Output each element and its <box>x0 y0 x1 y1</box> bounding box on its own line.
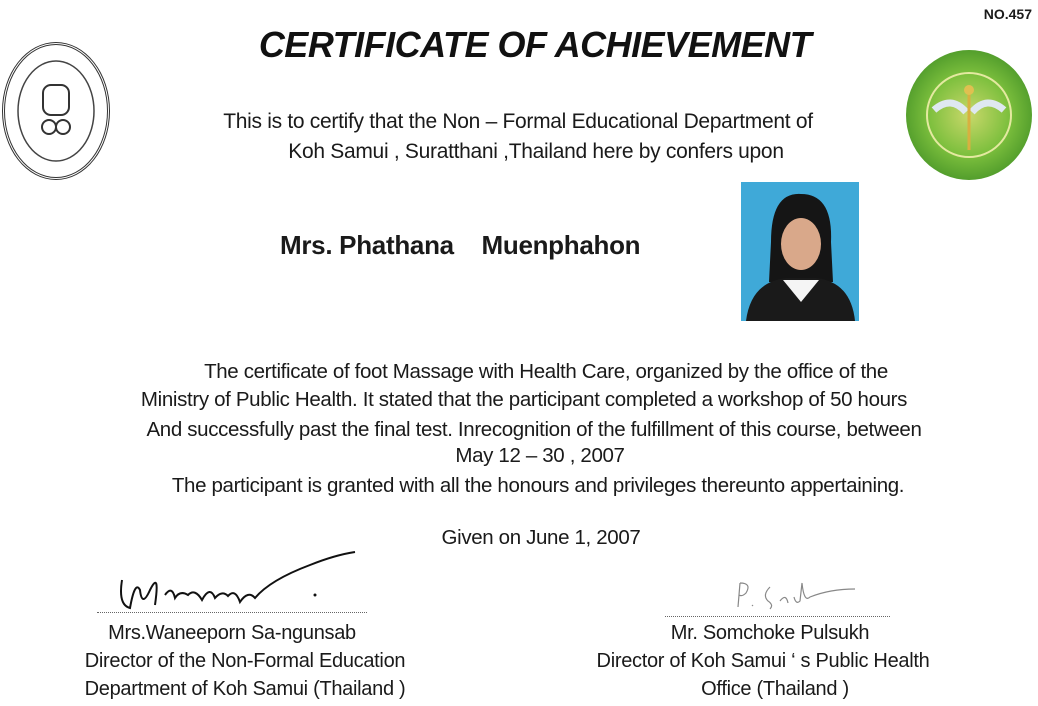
recipient-name: Mrs. Phathana Muenphahon <box>280 230 641 260</box>
signature-waneeporn <box>110 550 370 615</box>
body-line-1: The certificate of foot Massage with Health Care, organized by the office of the <box>204 360 888 383</box>
signatory-right-title-1: Director of Koh Samui ‘ s Public Health <box>596 650 930 672</box>
signatory-left-title-1: Director of the Non-Formal Education <box>84 650 406 672</box>
signatory-left-name: Mrs.Waneeporn Sa-ngunsab <box>108 622 356 644</box>
signature-somchoke <box>730 575 870 615</box>
certificate-title: CERTIFICATE OF ACHIEVEMENT <box>258 24 812 65</box>
body-line-3: And successfully past the final test. Inrecognition of the fulfillment of this course, between <box>146 418 922 441</box>
intro-line-1: This is to certify that the Non – Formal Educational Department of <box>223 110 813 133</box>
intro-line-2: Koh Samui , Suratthani ,Thailand here by confers upon <box>288 140 784 163</box>
body-line-2: Ministry of Public Health. It stated that the participant completed a workshop of 50 hours <box>140 388 908 411</box>
signatory-right-title-2: Office (Thailand ) <box>701 678 849 700</box>
body-line-5: The participant is granted with all the honours and privileges thereunto appertaining. <box>171 474 905 497</box>
portrait-icon <box>741 182 859 321</box>
signature-line-right <box>665 616 890 617</box>
certificate-number: NO.457 <box>983 6 1032 22</box>
signatory-left-title-2: Department of Koh Samui (Thailand ) <box>84 678 406 700</box>
given-on-date: Given on June 1, 2007 <box>441 526 641 549</box>
caduceus-emblem-icon <box>906 50 1032 180</box>
body-line-4-dates: May 12 – 30 , 2007 <box>455 444 625 467</box>
recipient-photo <box>741 182 859 321</box>
public-health-seal <box>906 50 1032 180</box>
signature-line-left <box>97 612 367 613</box>
signatory-right-name: Mr. Somchoke Pulsukh <box>670 622 870 644</box>
